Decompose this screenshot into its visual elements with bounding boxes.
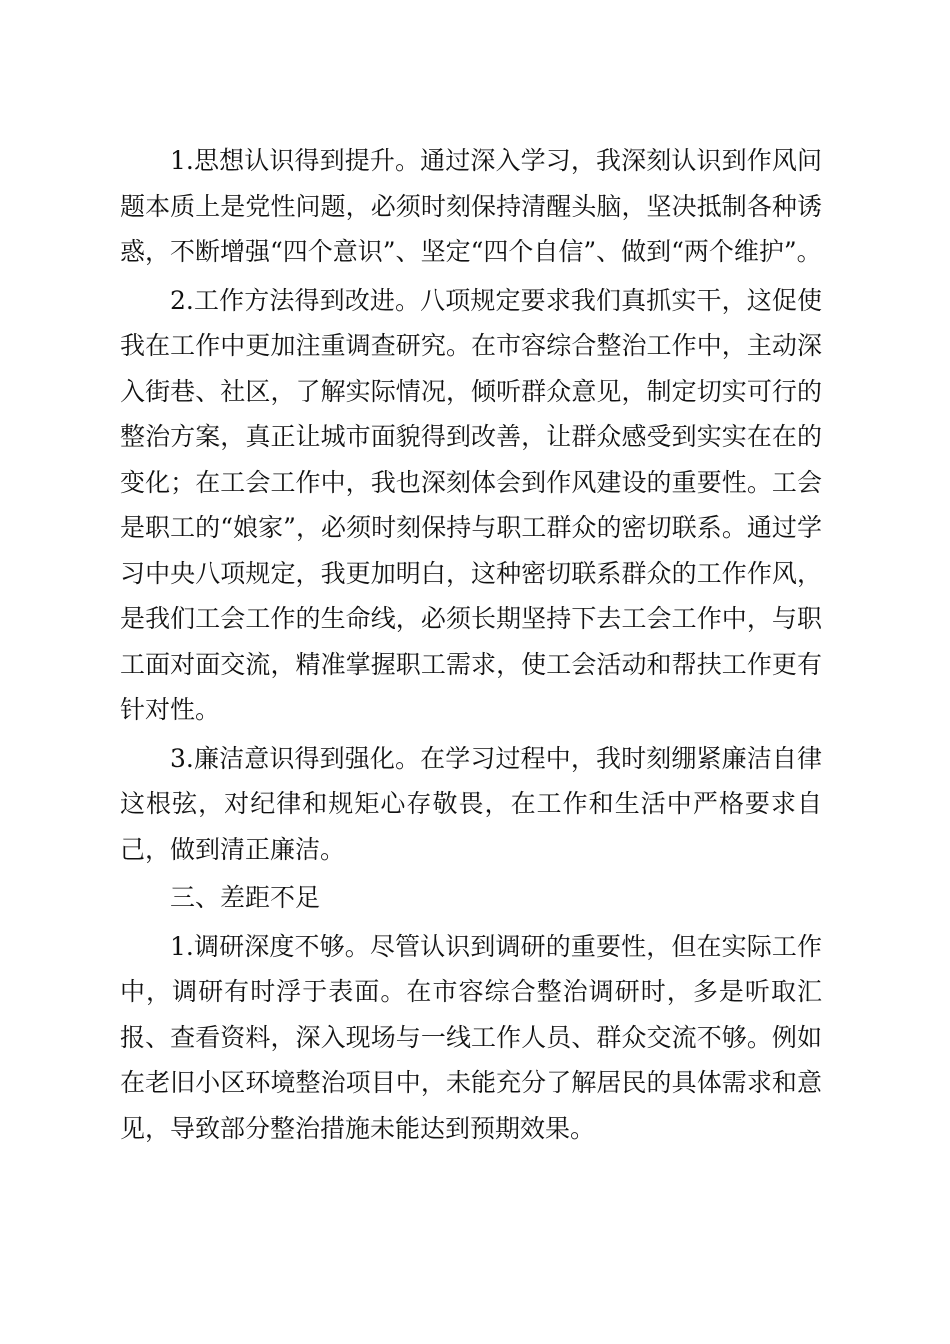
section-heading-shortcomings: 三、差距不足 <box>170 883 321 912</box>
paragraph-research-depth-insufficient: 1.调研深度不够。尽管认识到调研的重要性，但在实际工作中，调研有时浮于表面。在市容综合整治调研时，多是听取汇报、查看资料，深入现场与一线工作人员、群众交流不够。例如在老旧小区环境整治项目中，未能充分了解居民的具体需求和意见，导致部分整治措施未能达到预期效果。 <box>120 931 822 1143</box>
document-body <box>120 138 822 1151</box>
paragraph-work-methods-improved: 2.工作方法得到改进。八项规定要求我们真抓实干，这促使我在工作中更加注重调查研究。在市容综合整治工作中，主动深入街巷、社区，了解实际情况，倾听群众意见，制定切实可行的整治方案，真正让城市面貌得到改善，让群众感受到实实在在的变化；在工会工作中，我也深刻体会到作风建设的重要性。工会是职工的“娘家”，必须时刻保持与职工群众的密切联系。通过学习中央八项规定，我更加明白，这种密切联系群众的工作作风，是我们工会工作的生命线，必须长期坚持下去工会工作中，与职工面对面交流，精准掌握职工需求，使工会活动和帮扶工作更有针对性。 <box>120 285 822 724</box>
paragraph-integrity-strengthened: 3.廉洁意识得到强化。在学习过程中，我时刻绷紧廉洁自律这根弦，对纪律和规矩心存敬畏，在工作和生活中严格要求自己，做到清正廉洁。 <box>120 743 822 864</box>
paragraph-thinking-improved: 1.思想认识得到提升。通过深入学习，我深刻认识到作风问题本质上是党性问题，必须时刻保持清醒头脑，坚决抵制各种诱惑，不断增强“四个意识”、坚定“四个自信”、做到“两个维护”。 <box>120 146 822 266</box>
